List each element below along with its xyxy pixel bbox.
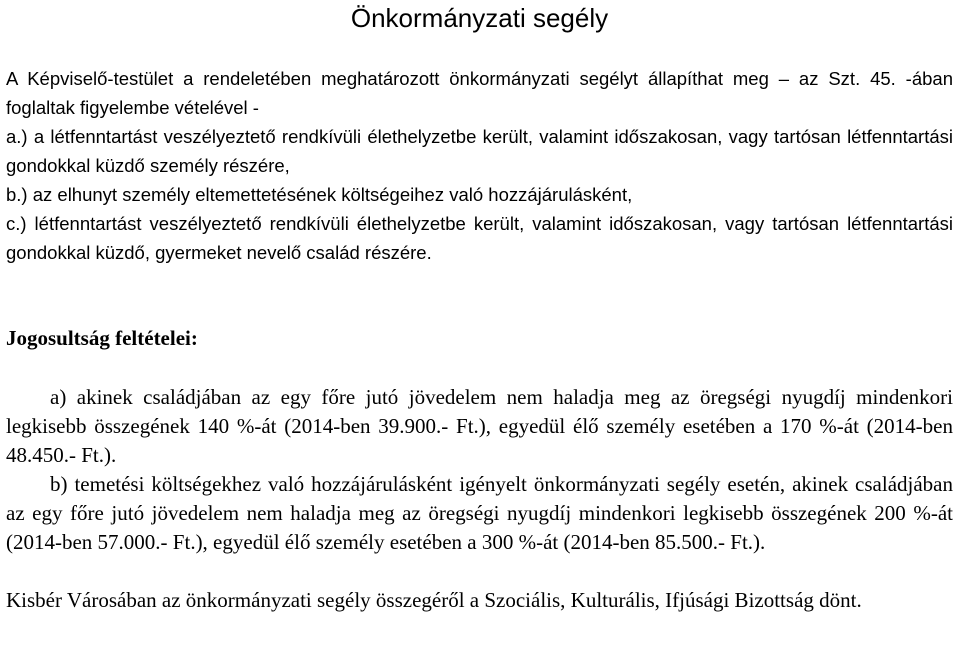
condition-b-paragraph: b) temetési költségekhez való hozzájárulásként igényelt önkormányzati segély esetén, akinek családjában az egy főre jutó jövedelem nem haladja meg az öregségi nyugdíj mindenkori legkisebb összegének 200 %-át (2014-ben 57.000.- Ft.), egyedül élő személy esetében a 300 %-át (2014-ben 85.500.- Ft.). (6, 472, 953, 554)
list-item-b: b.) az elhunyt személy eltemettetésének költségeihez való hozzájárulásként, (6, 184, 633, 205)
condition-a-paragraph: a) akinek családjában az egy főre jutó jövedelem nem haladja meg az öregségi nyugdíj mindenkori legkisebb összegének 140 %-át (2014-ben 39.900.- Ft.), egyedül élő személy esetében a 170 %-át (2014-ben 48.450.- Ft.). (6, 385, 953, 467)
closing-paragraph: Kisbér Városában az önkormányzati segély összegéről a Szociális, Kulturális, Ifjúsági Bizottság dönt. (6, 588, 862, 612)
eligibility-heading: Jogosultság feltételei: (6, 326, 198, 350)
list-item-a: a.) a létfenntartást veszélyeztető rendkívüli élethelyzetbe került, valamint időszakosan, vagy tartósan létfenntartási gondokkal küzdő személy részére, (6, 126, 953, 176)
intro-paragraph: A Képviselő-testület a rendeletében meghatározott önkormányzati segélyt állapíthat meg – az Szt. 45. -ában foglaltak figyelembe vételével - (6, 68, 953, 118)
list-item-c: c.) létfenntartást veszélyeztető rendkívüli élethelyzetbe került, valamint időszakosan, vagy tartósan létfenntartási gondokkal küzdő, gyermeket nevelő család részére. (6, 213, 953, 263)
page-title: Önkormányzati segély (350, 3, 609, 33)
